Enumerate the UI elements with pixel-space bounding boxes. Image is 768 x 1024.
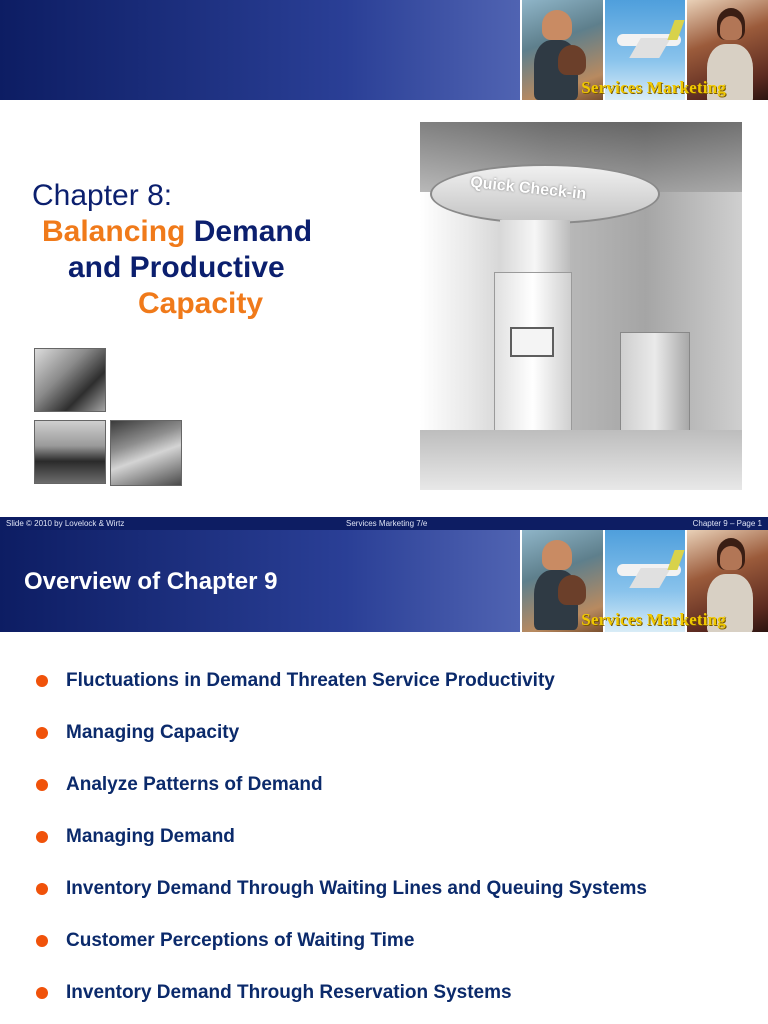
- kiosk-sign: Quick Check-in: [469, 173, 588, 204]
- list-item: Inventory Demand Through Reservation Systems: [36, 982, 647, 1024]
- bullet-icon: [36, 987, 48, 999]
- bullet-icon: [36, 779, 48, 791]
- list-item: Analyze Patterns of Demand: [36, 774, 647, 826]
- list-item: Managing Demand: [36, 826, 647, 878]
- bullet-icon: [36, 727, 48, 739]
- chapter-title-line3: and Productive: [68, 251, 285, 284]
- list-item: Inventory Demand Through Waiting Lines and Queuing Systems: [36, 878, 647, 930]
- chapter-title-line2: Balancing Demand: [42, 215, 313, 248]
- chapter-number: Chapter 8:: [32, 179, 173, 212]
- list-item: Managing Capacity: [36, 722, 647, 774]
- thumbnail-photo-people: [34, 348, 106, 412]
- bullet-icon: [36, 831, 48, 843]
- copyright-text: Slide © 2010 by Lovelock & Wirtz: [6, 519, 125, 528]
- overview-title: Overview of Chapter 9: [24, 568, 278, 595]
- overview-bullet-list: [36, 670, 647, 1024]
- thumbnail-photo-ship: [34, 420, 106, 484]
- bullet-icon: [36, 675, 48, 687]
- list-item: Fluctuations in Demand Threaten Service Productivity: [36, 670, 647, 722]
- chapter-title: [32, 178, 312, 322]
- bullet-icon: [36, 935, 48, 947]
- brand-logo-text: Services Marketing: [581, 78, 726, 97]
- slide-footer: [0, 517, 768, 530]
- chapter-title-line4: Capacity: [138, 287, 264, 320]
- page-number-text: Chapter 9 – Page 1: [692, 519, 762, 528]
- thumbnail-photo-worker: [110, 420, 182, 486]
- highlight-word: Balancing: [42, 215, 186, 248]
- brand-logo-text: Services Marketing: [581, 610, 726, 629]
- list-item: Customer Perceptions of Waiting Time: [36, 930, 647, 982]
- book-title-text: Services Marketing 7/e: [346, 519, 428, 528]
- bullet-icon: [36, 883, 48, 895]
- kiosk-photo: [420, 122, 742, 490]
- header-banner: [0, 0, 768, 100]
